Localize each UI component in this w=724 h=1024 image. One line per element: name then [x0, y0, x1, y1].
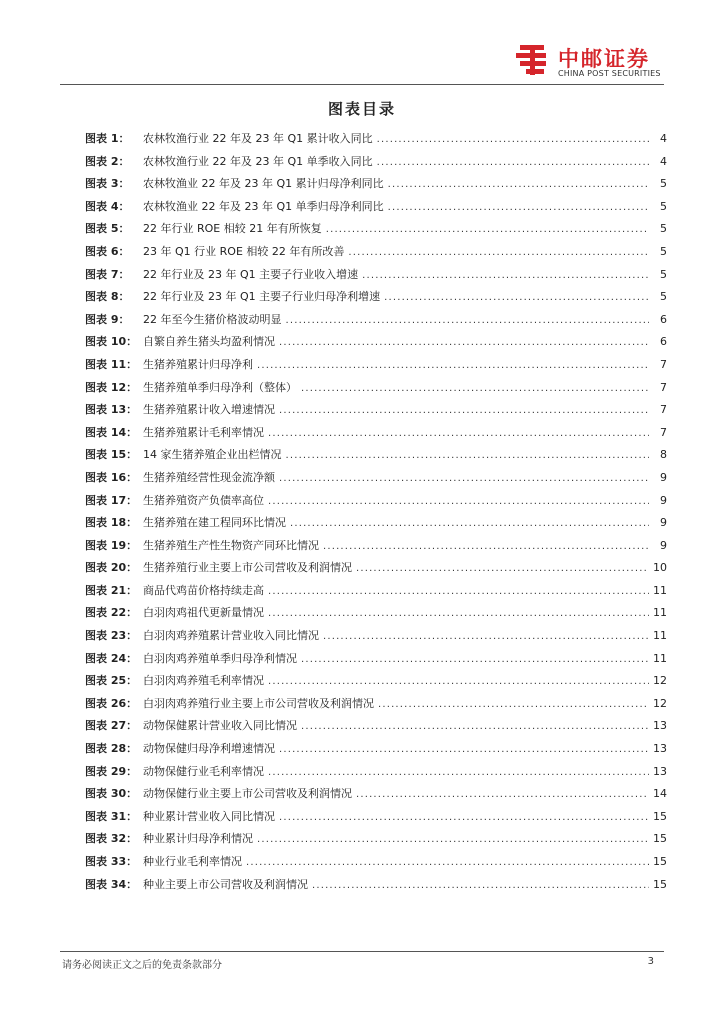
toc-entry[interactable]: [85, 422, 667, 445]
toc-entry-page: 11: [653, 651, 667, 665]
toc-dot-leader: [323, 535, 649, 558]
toc-entry-title: 种业主要上市公司营收及利润情况: [143, 877, 308, 891]
toc-entry-label: 图表 32：: [85, 832, 138, 846]
toc-entry-label: 图表 23：: [85, 629, 138, 643]
toc-entry-title: 22 年行业及 23 年 Q1 主要子行业收入增速: [143, 267, 359, 281]
toc-entry-page: 5: [660, 267, 667, 281]
toc-dot-leader: [286, 444, 650, 467]
toc-entry-label: 图表 30：: [85, 787, 138, 801]
toc-entry-title: 动物保健归母净利增速情况: [143, 742, 275, 756]
toc-entry-label: 图表 16：: [85, 470, 138, 484]
toc-entry[interactable]: [85, 715, 667, 738]
toc-dot-leader: [268, 422, 649, 445]
toc-entry[interactable]: [85, 874, 667, 897]
toc-dot-leader: [246, 851, 649, 874]
toc-entry-page: 7: [660, 403, 667, 417]
toc-entry-label: 图表 9：: [85, 312, 130, 326]
toc-entry-label: 图表 1：: [85, 132, 130, 145]
toc-entry[interactable]: [85, 218, 667, 241]
toc-entry-label: 图表 4：: [85, 199, 130, 213]
toc-entry-title: 23 年 Q1 行业 ROE 相较 22 年有所改善: [143, 244, 345, 258]
toc-entry-label: 图表 13：: [85, 403, 138, 417]
toc-dot-leader: [290, 512, 649, 535]
toc-entry-label: 图表 5：: [85, 222, 130, 236]
toc-entry-page: 15: [653, 855, 667, 868]
page-number: 3: [647, 956, 654, 967]
toc-entry-page: 5: [660, 244, 667, 258]
toc-dot-leader: [388, 196, 649, 219]
toc-entry-title: 种业行业毛利率情况: [143, 855, 242, 868]
toc-entry[interactable]: [85, 128, 667, 151]
toc-entry-page: 15: [653, 832, 667, 846]
toc-entry[interactable]: [85, 783, 667, 806]
toc-dot-leader: [356, 557, 649, 580]
toc-entry-label: 图表 8：: [85, 290, 130, 304]
toc-title: 图表目录: [327, 100, 396, 118]
toc-entry-label: 图表 2：: [85, 154, 130, 168]
toc-entry-title: 白羽肉鸡养殖毛利率情况: [143, 674, 264, 688]
toc-dot-leader: [279, 331, 649, 354]
toc-entry-title: 农林牧渔业 22 年及 23 年 Q1 累计归母净利同比: [143, 177, 384, 191]
toc-entry-page: 5: [660, 199, 667, 213]
toc-dot-leader: [312, 874, 649, 897]
toc-entry-title: 商品代鸡苗价格持续走高: [143, 583, 264, 597]
toc-entry[interactable]: [85, 670, 667, 693]
toc-entry[interactable]: [85, 602, 667, 625]
toc-dot-leader: [268, 580, 649, 603]
toc-entry-page: 5: [660, 290, 667, 304]
toc-entry-title: 动物保健行业主要上市公司营收及利润情况: [143, 787, 352, 801]
toc-entry-page: 9: [660, 516, 667, 530]
logo-english-name: CHINA POST SECURITIES: [558, 69, 661, 78]
toc-entry[interactable]: [85, 173, 667, 196]
toc-entry-title: 种业累计归母净利情况: [143, 832, 253, 846]
toc-entry-page: 6: [660, 335, 667, 349]
toc-dot-leader: [286, 309, 650, 332]
toc-dot-leader: [268, 670, 649, 693]
toc-entry-label: 图表 19：: [85, 538, 138, 552]
toc-entry[interactable]: [85, 354, 667, 377]
toc-entry-page: 10: [653, 561, 667, 575]
footer-disclaimer: 请务必阅读正文之后的免责条款部分: [62, 960, 222, 971]
toc-entry[interactable]: [85, 580, 667, 603]
toc-dot-leader: [268, 490, 649, 513]
toc-entry-page: 12: [653, 696, 667, 710]
toc-dot-leader: [268, 761, 649, 784]
toc-entry[interactable]: [85, 851, 667, 874]
company-logo: [514, 42, 664, 82]
toc-dot-leader: [388, 173, 649, 196]
toc-entry-title: 种业累计营业收入同比情况: [143, 809, 275, 823]
toc-entry-label: 图表 18：: [85, 516, 138, 530]
toc-entry[interactable]: [85, 648, 667, 671]
toc-entry-title: 白羽肉鸡养殖单季归母净利情况: [143, 651, 297, 665]
toc-entry-page: 8: [660, 448, 667, 462]
toc-dot-leader: [377, 151, 649, 174]
toc-entry-page: 9: [660, 470, 667, 484]
toc-entry-page: 7: [660, 357, 667, 371]
toc-entry-label: 图表 24：: [85, 651, 138, 665]
toc-entry-label: 图表 7：: [85, 267, 130, 281]
toc-entry-title: 自繁自养生猪头均盈利情况: [143, 335, 275, 349]
toc-dot-leader: [378, 693, 649, 716]
toc-entry[interactable]: [85, 286, 667, 309]
toc-entry-label: 图表 15：: [85, 448, 138, 462]
toc-entry-page: 15: [653, 809, 667, 823]
toc-entry-page: 4: [660, 132, 667, 145]
toc-entry[interactable]: [85, 196, 667, 219]
toc-entry[interactable]: [85, 625, 667, 648]
toc-dot-leader: [362, 264, 649, 287]
toc-dot-leader: [279, 806, 649, 829]
toc-dot-leader: [257, 828, 649, 851]
toc-entry[interactable]: [85, 693, 667, 716]
toc-entry-page: 12: [653, 674, 667, 688]
toc-entry-label: 图表 3：: [85, 177, 130, 191]
toc-entry-label: 图表 11：: [85, 357, 138, 371]
toc-entry-label: 图表 25：: [85, 674, 138, 688]
toc-entry-title: 22 年行业及 23 年 Q1 主要子行业归母净利增速: [143, 290, 381, 304]
toc-dot-leader: [348, 241, 649, 264]
toc-entry-title: 动物保健累计营业收入同比情况: [143, 719, 297, 733]
toc-dot-leader: [301, 377, 649, 400]
toc-entry-title: 生猪养殖单季归母净利（整体）: [143, 380, 297, 394]
toc-entry-label: 图表 29：: [85, 764, 138, 778]
toc-dot-leader: [279, 467, 649, 490]
toc-entry-title: 白羽肉鸡养殖累计营业收入同比情况: [143, 629, 319, 643]
toc-entry-page: 9: [660, 538, 667, 552]
toc-entry-label: 图表 12：: [85, 380, 138, 394]
toc-entry-label: 图表 6：: [85, 244, 130, 258]
toc-dot-leader: [268, 602, 649, 625]
toc-entry-page: 13: [653, 764, 667, 778]
toc-entry-page: 7: [660, 425, 667, 439]
toc-dot-leader: [356, 783, 649, 806]
toc-entry-label: 图表 27：: [85, 719, 138, 733]
toc-entry-label: 图表 22：: [85, 606, 138, 620]
toc-entry-page: 7: [660, 380, 667, 394]
toc-entry-title: 生猪养殖行业主要上市公司营收及利润情况: [143, 561, 352, 575]
toc-entry[interactable]: [85, 490, 667, 513]
toc-entry-page: 11: [653, 629, 667, 643]
logo-chinese-name: 中邮证券: [558, 47, 650, 71]
toc-dot-leader: [377, 128, 649, 151]
header-divider: [60, 84, 664, 85]
toc-dot-leader: [279, 738, 649, 761]
toc-entry-label: 图表 17：: [85, 493, 138, 507]
toc-dot-leader: [301, 648, 649, 671]
toc-dot-leader: [257, 354, 649, 377]
toc-entry-title: 生猪养殖经营性现金流净额: [143, 470, 275, 484]
toc-entry-page: 9: [660, 493, 667, 507]
toc-entry[interactable]: [85, 467, 667, 490]
toc-entry-page: 11: [653, 583, 667, 597]
toc-entry-page: 15: [653, 877, 667, 891]
toc-entry-label: 图表 28：: [85, 742, 138, 756]
toc-entry-page: 13: [653, 742, 667, 756]
toc-entry[interactable]: [85, 377, 667, 400]
toc-entry-title: 22 年至今生猪价格波动明显: [143, 312, 282, 326]
toc-entry-title: 22 年行业 ROE 相较 21 年有所恢复: [143, 222, 322, 236]
toc-entry-title: 白羽肉鸡祖代更新量情况: [143, 606, 264, 620]
toc-entry-title: 农林牧渔行业 22 年及 23 年 Q1 单季收入同比: [143, 154, 373, 168]
toc-dot-leader: [384, 286, 649, 309]
toc-entry-page: 14: [653, 787, 667, 801]
toc-entry-title: 动物保健行业毛利率情况: [143, 764, 264, 778]
toc-entry[interactable]: [85, 399, 667, 422]
toc-entry-title: 农林牧渔行业 22 年及 23 年 Q1 累计收入同比: [143, 132, 373, 145]
toc-entry-page: 11: [653, 606, 667, 620]
toc-dot-leader: [323, 625, 649, 648]
toc-entry-page: 5: [660, 222, 667, 236]
toc-entry-label: 图表 21：: [85, 583, 138, 597]
toc-entry-label: 图表 34：: [85, 877, 138, 891]
toc-entry-page: 5: [660, 177, 667, 191]
toc-entry-title: 生猪养殖累计归母净利: [143, 357, 253, 371]
toc-entry[interactable]: [85, 828, 667, 851]
toc-entry[interactable]: [85, 309, 667, 332]
toc-entry[interactable]: [85, 241, 667, 264]
toc-entry-title: 白羽肉鸡养殖行业主要上市公司营收及利润情况: [143, 696, 374, 710]
toc-entry[interactable]: [85, 761, 667, 784]
toc-entry-title: 14 家生猪养殖企业出栏情况: [143, 448, 282, 462]
toc-entry[interactable]: [85, 535, 667, 558]
toc-entry-title: 生猪养殖资产负债率高位: [143, 493, 264, 507]
toc-entry-label: 图表 14：: [85, 425, 138, 439]
toc-entry-title: 生猪养殖累计收入增速情况: [143, 403, 275, 417]
toc-entry-label: 图表 31：: [85, 809, 138, 823]
toc-dot-leader: [279, 399, 649, 422]
toc-entry[interactable]: [85, 512, 667, 535]
toc-entry-label: 图表 26：: [85, 696, 138, 710]
toc-entry-title: 农林牧渔业 22 年及 23 年 Q1 单季归母净利同比: [143, 199, 384, 213]
toc-entry[interactable]: [85, 806, 667, 829]
toc-entry-page: 6: [660, 312, 667, 326]
toc-entry[interactable]: [85, 557, 667, 580]
footer-divider: [60, 951, 664, 952]
toc-entry-title: 生猪养殖生产性生物资产同环比情况: [143, 538, 319, 552]
toc-dot-leader: [301, 715, 649, 738]
toc-entry[interactable]: [85, 738, 667, 761]
toc-list: [85, 128, 667, 896]
toc-entry[interactable]: [85, 331, 667, 354]
toc-entry-title: 生猪养殖累计毛利率情况: [143, 425, 264, 439]
china-post-logo-icon: [514, 42, 550, 78]
toc-entry[interactable]: [85, 151, 667, 174]
toc-entry-page: 4: [660, 154, 667, 168]
toc-entry-label: 图表 10：: [85, 335, 138, 349]
toc-dot-leader: [326, 218, 649, 241]
toc-entry[interactable]: [85, 444, 667, 467]
toc-entry[interactable]: [85, 264, 667, 287]
toc-entry-label: 图表 33：: [85, 855, 138, 868]
toc-entry-title: 生猪养殖在建工程同环比情况: [143, 516, 286, 530]
toc-entry-label: 图表 20：: [85, 561, 138, 575]
toc-entry-page: 13: [653, 719, 667, 733]
